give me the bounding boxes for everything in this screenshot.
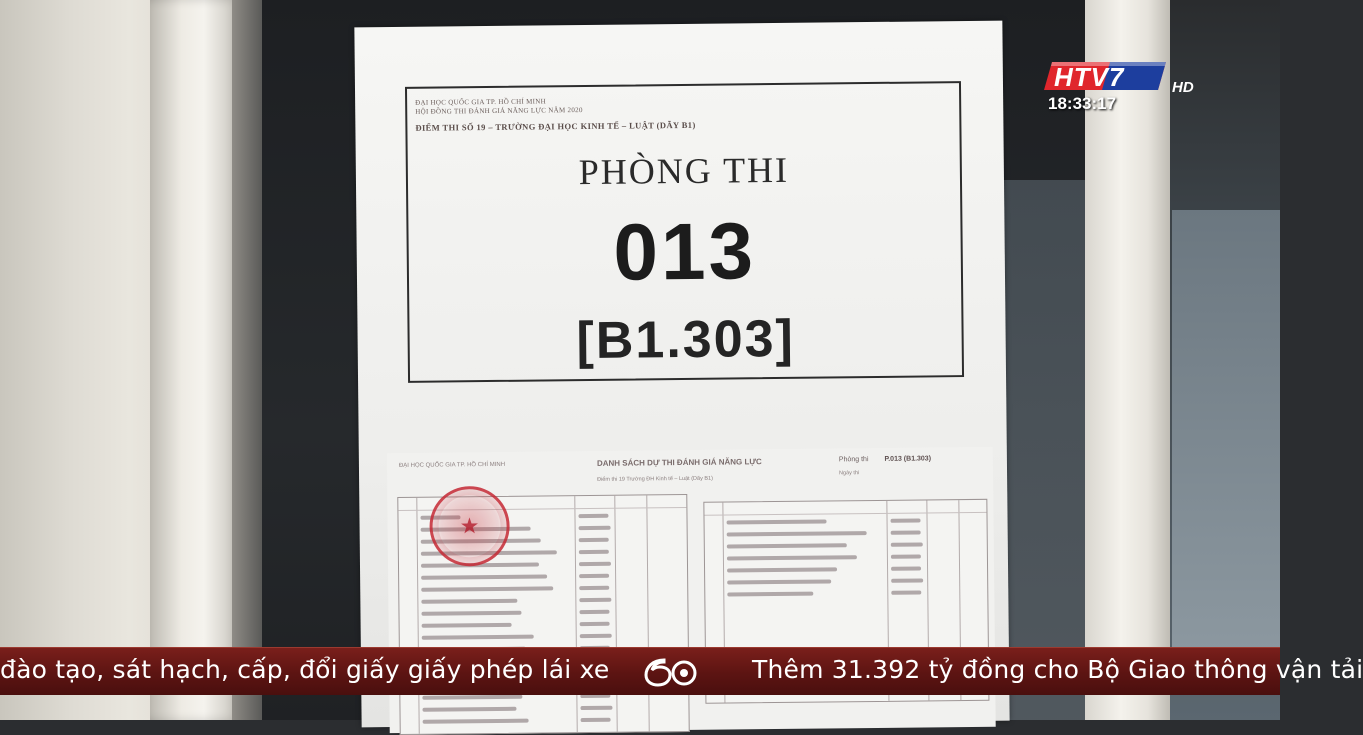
60s-logo-icon — [642, 656, 702, 688]
list-org: ĐẠI HỌC QUỐC GIA TP. HỒ CHÍ MINH — [398, 461, 506, 469]
ticker-headline-current: Thêm 31.392 tỷ đồng cho Bộ Giao thông vận tải — [752, 655, 1363, 684]
channel-logo — [1044, 56, 1204, 96]
wall-right-light — [1172, 210, 1280, 680]
exam-site-name: ĐIỂM THI SỐ 19 – TRƯỜNG ĐẠI HỌC KINH TẾ – LUẬT (DÃY B1) — [415, 119, 696, 133]
sign-label: PHÒNG THI — [578, 149, 790, 193]
sign-header — [415, 93, 955, 133]
star-icon: ★ — [459, 513, 480, 539]
glass-reflection — [1000, 180, 1095, 720]
list-room-label: Phòng thi — [838, 456, 869, 464]
list-title: DANH SÁCH DỰ THI ĐÁNH GIÁ NĂNG LỰC — [596, 457, 762, 468]
sign-header-line: HỘI ĐỒNG THI ĐÁNH GIÁ NĂNG LỰC NĂM 2020 — [415, 106, 583, 116]
posted-paper — [354, 21, 1009, 728]
sign-header-line: ĐẠI HỌC QUỐC GIA TP. HỒ CHÍ MINH — [415, 97, 546, 107]
list-site: Điểm thi 19 Trường ĐH Kinh tế – Luật (Dãy B1) — [597, 475, 713, 483]
door-frame-left — [150, 0, 240, 720]
classroom-code: [B1.303] — [576, 309, 796, 371]
exam-room-number: 013 — [613, 206, 757, 297]
broadcast-clock: 18:33:17 — [1048, 94, 1117, 113]
channel-badge: HD — [1172, 79, 1194, 96]
red-seal-stamp — [429, 486, 510, 567]
ticker-headline-previous: đào tạo, sát hạch, cấp, đổi giấy giấy phép lái xe — [0, 655, 610, 684]
list-room-value: P.013 (B1.303) — [884, 455, 932, 463]
exam-room-sign — [405, 81, 964, 383]
list-date-label: Ngày thi — [839, 470, 860, 477]
news-ticker — [0, 647, 1363, 695]
door-frame-edge — [232, 0, 262, 720]
list-room — [839, 455, 931, 463]
channel-name: HTV7 — [1054, 62, 1125, 92]
